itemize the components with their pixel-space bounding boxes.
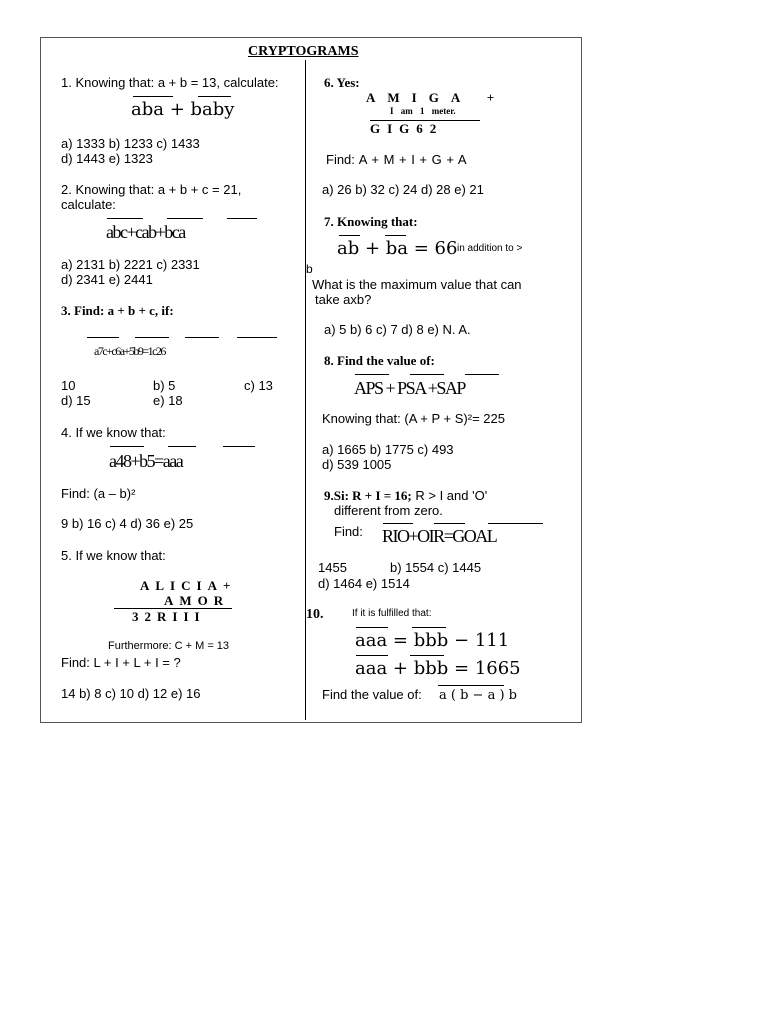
q5-row-3: 32RIII (132, 609, 206, 624)
q4-options: 9 b) 16 c) 4 d) 36 e) 25 (61, 516, 194, 531)
overline (237, 337, 277, 338)
q7-question: What is the maximum value that can (312, 277, 522, 292)
overline (135, 337, 169, 338)
q6-prompt: 6. Yes: (324, 75, 360, 90)
overline (168, 446, 196, 447)
q9-prompt-2: different from zero. (334, 503, 443, 518)
q6-row-1: AMIGA + (366, 90, 507, 105)
overline (339, 235, 360, 236)
q3-expression: a7c+c6a+5b9=1c26 (94, 344, 165, 358)
overline (410, 374, 444, 375)
q9-prompt (324, 488, 487, 503)
overline (87, 337, 119, 338)
q9-expression: RIO+OIR=GOAL (382, 526, 497, 546)
overline (133, 96, 173, 97)
q10-equation-2: aaa + bbb = 1665 (355, 658, 521, 679)
q3-option-e: e) 18 (153, 393, 183, 408)
q10-expression: a ( b − a ) b (439, 688, 517, 703)
overline (223, 446, 255, 447)
q8-expression: APS + PSA +SAP (354, 378, 465, 398)
q10-condition: If it is fulfilled that: (352, 608, 432, 619)
q2-options-1: a) 2131 b) 2221 c) 2331 (61, 257, 200, 272)
q6-options: a) 26 b) 32 c) 24 d) 28 e) 21 (322, 182, 484, 197)
q3-option-b: b) 5 (153, 378, 176, 393)
q5-row-1: ALICIA+ (140, 578, 237, 593)
q9-find: Find: (334, 524, 363, 539)
overline (410, 655, 444, 656)
overline (356, 627, 388, 628)
overline (383, 523, 413, 524)
q3-option-a: 10 (61, 378, 76, 393)
q2-prompt: 2. Knowing that: a + b + c = 21, (61, 182, 242, 197)
overline (385, 235, 406, 236)
q3-option-c: c) 13 (244, 378, 273, 393)
q8-prompt: 8. Find the value of: (324, 353, 435, 368)
q9-prompt-rest: R > I and 'O' (411, 488, 488, 503)
q9-options-2: d) 1464 e) 1514 (318, 576, 410, 591)
q1-prompt: 1. Knowing that: a + b = 13, calculate: (61, 75, 279, 90)
q1-expression: aba + baby (131, 99, 235, 120)
q7-note: in addition to > (457, 243, 523, 254)
overline (465, 374, 499, 375)
overline (110, 446, 144, 447)
q4-expression: a48+b5=aaa (109, 451, 183, 471)
q3-option-d: d) 15 (61, 393, 91, 408)
q7-expression: ab + ba = 66 (337, 238, 458, 259)
q8-options-1: a) 1665 b) 1775 c) 493 (322, 442, 454, 457)
q9-options-b: b) 1554 c) 1445 (390, 560, 482, 575)
overline (185, 337, 219, 338)
overline (412, 627, 446, 628)
q1-options-2: d) 1443 e) 1323 (61, 151, 153, 166)
page-title: CRYPTOGRAMS (248, 44, 359, 59)
q7-options: a) 5 b) 6 c) 7 d) 8 e) N. A. (324, 322, 471, 337)
q7-prompt: 7. Knowing that: (324, 214, 418, 229)
q6-row-2: I am 1 meter. (390, 106, 456, 116)
overline (227, 218, 257, 219)
q5-prompt: 5. If we know that: (61, 548, 166, 563)
overline (355, 374, 389, 375)
overline (198, 96, 231, 97)
q8-knowing: Knowing that: (A + P + S)²= 225 (322, 411, 505, 426)
q5-options: 14 b) 8 c) 10 d) 12 e) 16 (61, 686, 201, 701)
overline (438, 685, 504, 686)
q4-prompt: 4. If we know that: (61, 425, 166, 440)
q5-find: Find: L + I + L + I = ? (61, 655, 181, 670)
q2-prompt-2: calculate: (61, 197, 116, 212)
q9-option-a: 1455 (318, 560, 347, 575)
q2-expression: abc+cab+bca (106, 222, 185, 242)
overline (107, 218, 143, 219)
q1-options-1: a) 1333 b) 1233 c) 1433 (61, 136, 200, 151)
q2-options-2: d) 2341 e) 2441 (61, 272, 153, 287)
q9-prompt-bold: 9.Si: R + I = 16; (324, 488, 412, 503)
q4-find: Find: (a – b)² (61, 486, 136, 501)
q10-find: Find the value of: (322, 687, 422, 702)
q5-row-2: AMOR (164, 593, 230, 608)
q8-options-2: d) 539 1005 (322, 457, 392, 472)
q10-equation-1: aaa = bbb − 111 (355, 630, 510, 651)
q7-question-2: take axb? (315, 292, 372, 307)
q10-number: 10. (306, 607, 324, 622)
overline (488, 523, 543, 524)
q6-row-3: GIG62 (370, 121, 444, 136)
overline (434, 523, 465, 524)
q3-prompt: 3. Find: a + b + c, if: (61, 303, 174, 318)
q5-note: Furthermore: C + M = 13 (108, 640, 230, 652)
q7-b: b (306, 262, 313, 276)
q6-find: Find: A + M + I + G + A (326, 152, 467, 167)
overline (167, 218, 203, 219)
overline (356, 655, 388, 656)
